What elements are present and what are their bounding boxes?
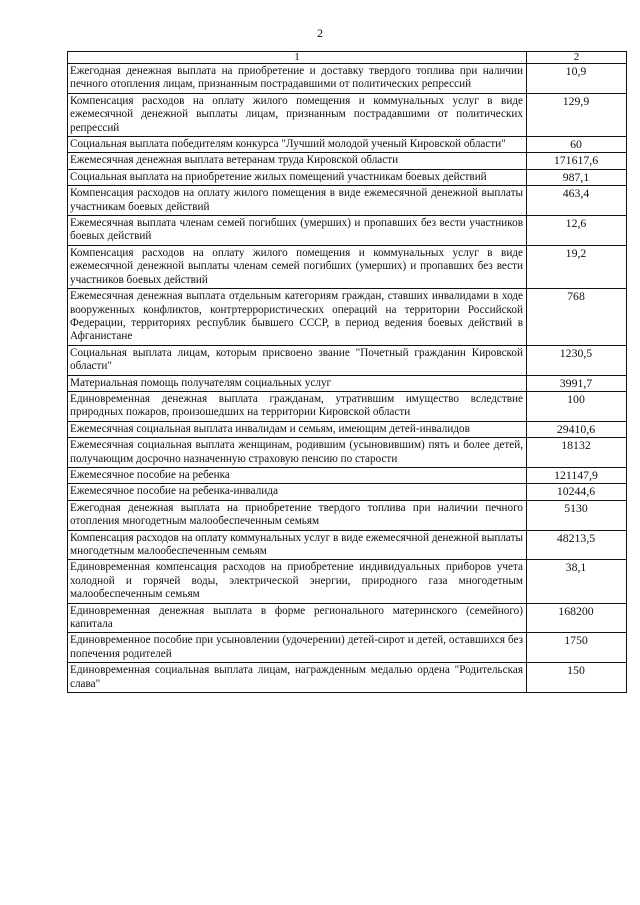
payment-description-cell: Компенсация расходов на оплату жилого помещения и коммунальных услуг в виде ежемесячной денежной выплаты лицам, признанным пострадавшими от политических репрессий — [68, 93, 527, 136]
table-row — [68, 603, 627, 633]
payment-description-cell: Ежемесячное пособие на ребенка-инвалида — [68, 484, 527, 500]
page-number: 2 — [317, 26, 323, 40]
amount-cell: 10244,6 — [527, 484, 627, 500]
payment-description-cell: Компенсация расходов на оплату коммунальных услуг в виде ежемесячной денежной выплаты многодетным малообеспеченным семьям — [68, 530, 527, 560]
table-row — [68, 64, 627, 94]
header-cell-description: 1 — [68, 52, 527, 64]
expenditure-table — [67, 51, 627, 693]
amount-cell: 168200 — [527, 603, 627, 633]
amount-cell: 3991,7 — [527, 375, 627, 391]
payment-description-cell: Ежемесячная денежная выплата отдельным категориям граждан, ставших инвалидами в ходе вооруженных конфликтов, контртеррористических операций на территории Российской Федерации, территориях республик бывшего СССР, в период ведения боевых действий в Афганистане — [68, 289, 527, 346]
amount-cell: 18132 — [527, 438, 627, 468]
table-row — [68, 289, 627, 346]
payment-description-cell: Ежемесячная социальная выплата инвалидам и семьям, имеющим детей-инвалидов — [68, 421, 527, 437]
table-row — [68, 93, 627, 136]
table-row — [68, 391, 627, 421]
payment-description-cell: Единовременная компенсация расходов на приобретение индивидуальных приборов учета холодной и горячей воды, электрической энергии, природного газа многодетным малообеспеченным семьям — [68, 560, 527, 603]
payment-description-cell: Компенсация расходов на оплату жилого помещения в виде ежемесячной денежной выплаты участникам боевых действий — [68, 186, 527, 216]
table-row — [68, 438, 627, 468]
table-body — [68, 52, 627, 693]
amount-cell: 60 — [527, 137, 627, 153]
amount-cell: 5130 — [527, 500, 627, 530]
table-row — [68, 169, 627, 185]
amount-cell: 129,9 — [527, 93, 627, 136]
table-row — [68, 484, 627, 500]
table-row — [68, 421, 627, 437]
amount-cell: 10,9 — [527, 64, 627, 94]
payment-description-cell: Социальная выплата победителям конкурса "Лучший молодой ученый Кировской области" — [68, 137, 527, 153]
payment-description-cell: Единовременная социальная выплата лицам, награжденным медалью ордена "Родительская слава" — [68, 663, 527, 693]
amount-cell: 1750 — [527, 633, 627, 663]
amount-cell: 121147,9 — [527, 467, 627, 483]
table-row — [68, 663, 627, 693]
payment-description-cell: Ежемесячная социальная выплата женщинам, родившим (усыновившим) пять и более детей, получающим досрочно назначенную страховую пенсию по старости — [68, 438, 527, 468]
payment-description-cell: Ежемесячная выплата членам семей погибших (умерших) и пропавших без вести участников боевых действий — [68, 216, 527, 246]
amount-cell: 29410,6 — [527, 421, 627, 437]
amount-cell: 1230,5 — [527, 345, 627, 375]
amount-cell: 768 — [527, 289, 627, 346]
amount-cell: 987,1 — [527, 169, 627, 185]
table-row — [68, 216, 627, 246]
amount-cell: 48213,5 — [527, 530, 627, 560]
table-row — [68, 633, 627, 663]
table-row — [68, 345, 627, 375]
amount-cell: 12,6 — [527, 216, 627, 246]
amount-cell: 100 — [527, 391, 627, 421]
amount-cell: 150 — [527, 663, 627, 693]
amount-cell: 38,1 — [527, 560, 627, 603]
table-header-row — [68, 52, 627, 64]
table-row — [68, 137, 627, 153]
table-row — [68, 245, 627, 288]
amount-cell: 171617,6 — [527, 153, 627, 169]
payment-description-cell: Единовременная денежная выплата гражданам, утратившим имущество вследствие природных пожаров, произошедших на территории Кировской области — [68, 391, 527, 421]
payment-description-cell: Единовременное пособие при усыновлении (удочерении) детей-сирот и детей, оставшихся без попечения родителей — [68, 633, 527, 663]
payment-description-cell: Материальная помощь получателям социальных услуг — [68, 375, 527, 391]
table-row — [68, 530, 627, 560]
table-row — [68, 186, 627, 216]
table-row — [68, 153, 627, 169]
payment-description-cell: Ежегодная денежная выплата на приобретение твердого топлива при наличии печного отопления многодетным малообеспеченным семьям — [68, 500, 527, 530]
table-row — [68, 560, 627, 603]
payment-description-cell: Компенсация расходов на оплату жилого помещения и коммунальных услуг в виде ежемесячной денежной выплаты членам семей погибших (умерших) и пропавших без вести участников боевых действий — [68, 245, 527, 288]
payment-description-cell: Ежемесячное пособие на ребенка — [68, 467, 527, 483]
payment-description-cell: Ежегодная денежная выплата на приобретение и доставку твердого топлива при наличии печного отопления лицам, признанным пострадавшими от политических репрессий — [68, 64, 527, 94]
amount-cell: 19,2 — [527, 245, 627, 288]
header-cell-amount: 2 — [527, 52, 627, 64]
payment-description-cell: Социальная выплата лицам, которым присвоено звание "Почетный гражданин Кировской области" — [68, 345, 527, 375]
amount-cell: 463,4 — [527, 186, 627, 216]
table-row — [68, 375, 627, 391]
table-row — [68, 467, 627, 483]
payment-description-cell: Единовременная денежная выплата в форме регионального материнского (семейного) капитала — [68, 603, 527, 633]
payment-description-cell: Социальная выплата на приобретение жилых помещений участникам боевых действий — [68, 169, 527, 185]
table-row — [68, 500, 627, 530]
payment-description-cell: Ежемесячная денежная выплата ветеранам труда Кировской области — [68, 153, 527, 169]
